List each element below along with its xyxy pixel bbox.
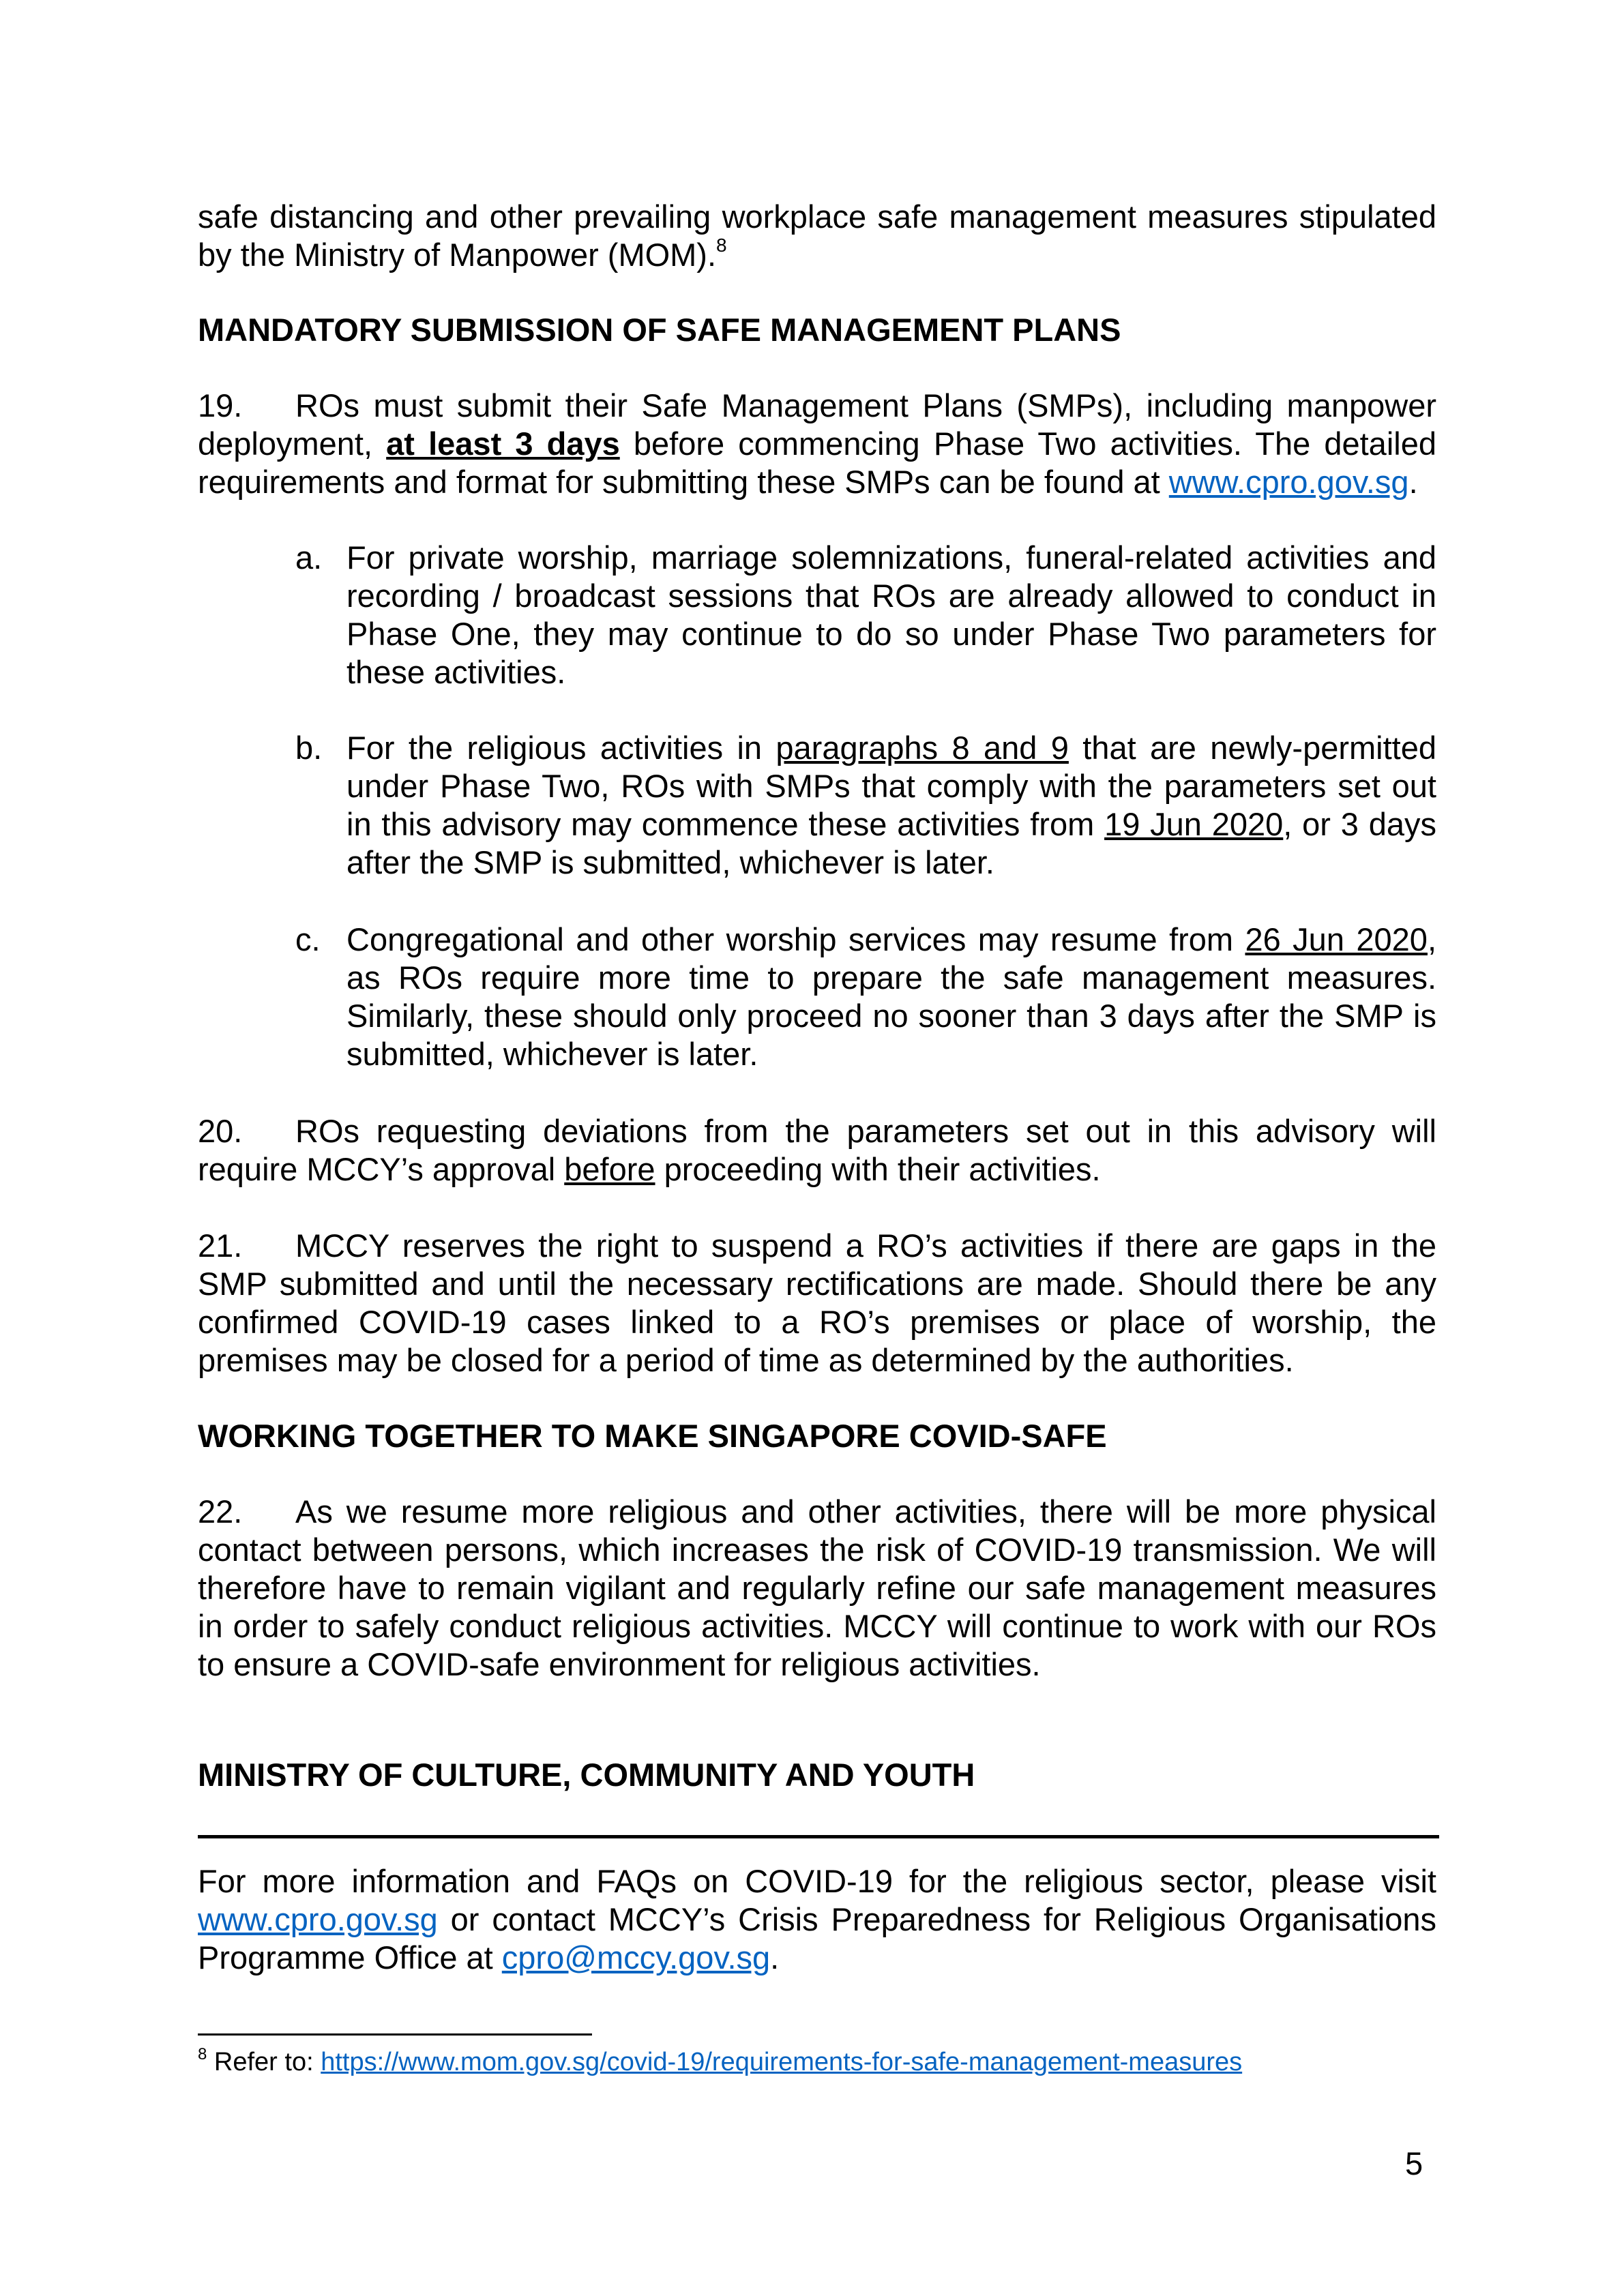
footnote-marker: 8 bbox=[198, 2045, 207, 2064]
resume-date: 26 Jun 2020 bbox=[1245, 921, 1428, 957]
page-number: 5 bbox=[1405, 2145, 1423, 2181]
divider-line bbox=[198, 1835, 1439, 1838]
list-item-text: For private worship, marriage solemnizations, funeral-related activities and recording / broadcast sessions that ROs are already allowed to conduct in Phase One, they may continue to do so under Phase Two parameters for these activities. bbox=[346, 539, 1436, 690]
section-heading-covid-safe: WORKING TOGETHER TO MAKE SINGAPORE COVID-SAFE bbox=[198, 1418, 1107, 1454]
paragraph-22: 22. As we resume more religious and other activities, there will be more physical contact between persons, which increases the risk of COVID-19 transmission. We will therefore have to remain vigilant and regularly refine our safe management measures in order to safely conduct religious activities. MCCY will continue to work with our ROs to ensure a COVID-safe environment for religious activities. bbox=[198, 1493, 1436, 1682]
section-heading-safe-management-plans: MANDATORY SUBMISSION OF SAFE MANAGEMENT PLANS bbox=[198, 312, 1121, 348]
cpro-website-link[interactable]: www.cpro.gov.sg bbox=[1168, 464, 1409, 500]
mom-requirements-link[interactable]: https://www.mom.gov.sg/covid-19/requirements-for-safe-management-measures bbox=[321, 2048, 1243, 2076]
list-item-letter: b. bbox=[295, 730, 323, 766]
paragraph-20: 20. ROs requesting deviations from the parameters set out in this advisory will require MCCY’s approval before proceeding with their activities. bbox=[198, 1113, 1436, 1187]
footnote: $^8$ Refer to: https://www.mom.gov.sg/covid-19/requirements-for-safe-management-measures bbox=[198, 2045, 1243, 2076]
emphasis-at-least-3-days: at least 3 days bbox=[386, 426, 620, 462]
intro-text: safe distancing and other prevailing workplace safe management measures stipulated by the Ministry of Manpower (MOM). bbox=[198, 198, 1436, 273]
paragraph-21: 21. MCCY reserves the right to suspend a RO’s activities if there are gaps in the SMP submitted and until the necessary rectifications are made. Should there be any confirmed COVID-19 cases linked to a RO’s premises or place of worship, the premises may be closed for a period of time as determined by the authorities. bbox=[198, 1227, 1436, 1378]
paragraph-number: 21. bbox=[198, 1227, 243, 1264]
paragraph-reference: paragraphs 8 and 9 bbox=[776, 730, 1069, 766]
ministry-signature: MINISTRY OF CULTURE, COMMUNITY AND YOUTH bbox=[198, 1757, 975, 1793]
emphasis-before: before bbox=[564, 1151, 655, 1187]
list-item-letter: c. bbox=[295, 921, 321, 957]
list-item-letter: a. bbox=[295, 539, 323, 576]
cpro-email-link[interactable]: cpro@mccy.gov.sg bbox=[501, 1939, 771, 1976]
paragraph-number: 19. bbox=[198, 387, 243, 423]
list-item-c bbox=[295, 921, 1436, 1073]
list-item-b bbox=[295, 729, 1436, 882]
list-item-a bbox=[295, 539, 1436, 691]
list-item-text: Congregational and other worship services may resume from 26 Jun 2020, as ROs require more time to prepare the safe management measures. Similarly, these should only proceed no sooner than 3 days after the SMP is submitted, whichever is later. bbox=[346, 921, 1436, 1072]
info-paragraph: For more information and FAQs on COVID-19 for the religious sector, please visit www.cpro.gov.sg or contact MCCY’s Crisis Preparedness for Religious Organisations Programme Office at cpro@mccy.gov.sg. bbox=[198, 1863, 1436, 1976]
cpro-website-link-info[interactable]: www.cpro.gov.sg bbox=[198, 1901, 438, 1937]
list-item-text: For the religious activities in paragraphs 8 and 9 that are newly-permitted under Phase Two, ROs with SMPs that comply with the parameters set out in this advisory may commence these activities from 19 Jun 2020, or 3 days after the SMP is submitted, whichever is later. bbox=[346, 730, 1436, 880]
footnote-ref[interactable]: 8 bbox=[716, 235, 727, 256]
paragraph-number: 20. bbox=[198, 1113, 243, 1149]
start-date: 19 Jun 2020 bbox=[1104, 806, 1284, 842]
footnote-divider bbox=[198, 2033, 592, 2036]
paragraph-19: 19. ROs must submit their Safe Management Plans (SMPs), including manpower deployment, at least 3 days before commencing Phase Two activities. The detailed requirements and format for submitting these SMPs can be found at www.cpro.gov.sg. bbox=[198, 387, 1436, 500]
paragraph-number: 22. bbox=[198, 1493, 243, 1530]
intro-paragraph bbox=[198, 198, 1436, 274]
